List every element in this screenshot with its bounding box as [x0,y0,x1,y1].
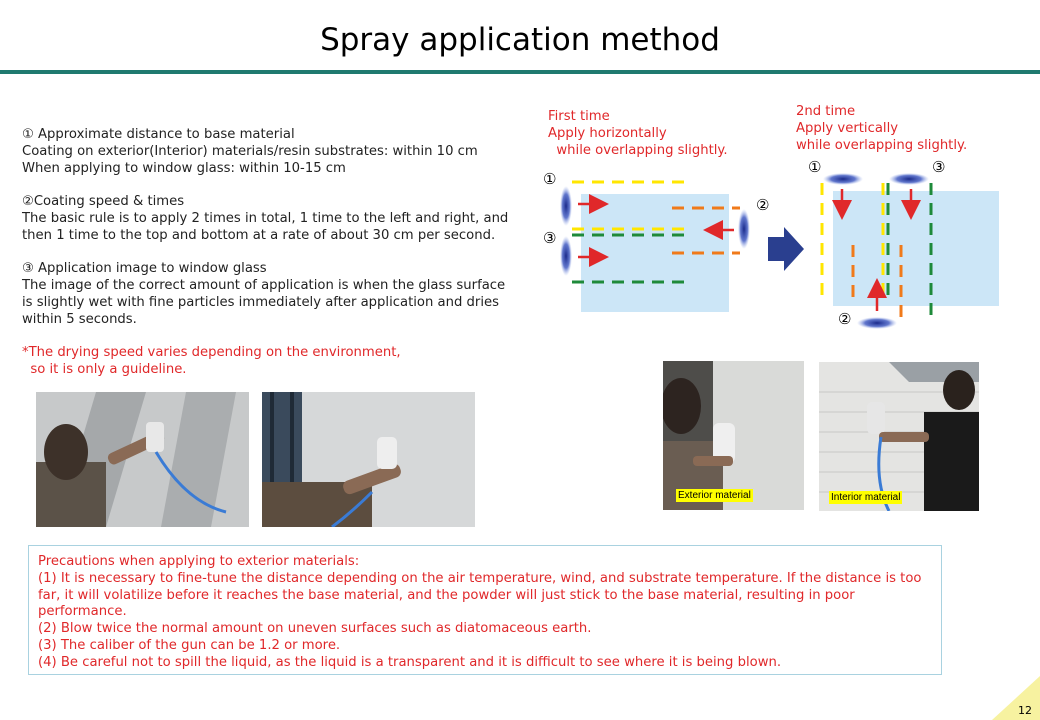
section3-line2: is slightly wet with fine particles immediately after application and dries [22,295,499,310]
second-time-instruction: Apply vertically [796,121,899,136]
spray-photo-interior-material [819,362,979,511]
second-time-label: 2nd time [796,104,856,119]
spray-photo-exterior-wall [36,392,249,527]
precautions-heading: Precautions when applying to exterior materials: [38,554,360,569]
interior-material-caption: Interior material [831,492,901,503]
drying-note-line1: *The drying speed varies depending on the environment, [22,345,401,360]
marker-2: ② [756,196,770,214]
marker-2: ② [838,310,852,328]
section2-heading: ②Coating speed & times [22,194,185,209]
second-time-overlap: while overlapping slightly. [796,138,968,153]
section2-line1: The basic rule is to apply 2 times in total, 1 time to the left and right, and [22,211,509,226]
marker-3: ③ [932,158,946,176]
title-divider [0,70,1040,74]
glass-panel [833,191,999,306]
page-number: 12 [1018,704,1032,717]
section2-line2: then 1 time to the top and bottom at a rate of about 30 cm per second. [22,228,496,243]
precaution-item-3: (3) The caliber of the gun can be 1.2 or more. [38,637,341,653]
spray-nozzle-icon [560,236,572,276]
spray-photo-exterior-material [663,361,804,510]
drying-note-line2: so it is only a guideline. [22,362,187,377]
marker-3: ③ [543,229,557,247]
spray-nozzle-icon [560,186,572,226]
glass-panel [581,194,729,312]
first-time-label: First time [548,109,610,124]
horizontal-spray-diagram [540,160,780,330]
spray-nozzle-icon [857,317,897,329]
page-corner-decoration [992,676,1040,720]
marker-1: ① [543,170,557,188]
spray-nozzle-icon [889,173,929,185]
spray-nozzle-icon [823,173,863,185]
section1-line2: When applying to window glass: within 10-15 cm [22,161,346,176]
slide-title: Spray application method [320,22,720,58]
section1-heading: ① Approximate distance to base material [22,127,295,142]
precaution-item-4: (4) Be careful not to spill the liquid, as the liquid is a transparent and it is difficult to see where it is being blown. [38,654,782,670]
precaution-item-1: (1) It is necessary to fine-tune the distance depending on the air temperature, wind, and substrate temperature. If the distance is too far, it will volatilize before it reaches the base material, and the powder will just stick to the base material, resulting in poor performance. [38,570,922,620]
section3-line3: within 5 seconds. [22,312,137,327]
spray-nozzle-icon [738,209,750,249]
precaution-item-2: (2) Blow twice the normal amount on uneven surfaces such as diatomaceous earth. [38,621,592,637]
spray-photo-glass [262,392,475,527]
vertical-spray-diagram [805,165,1005,335]
section1-line1: Coating on exterior(Interior) materials/resin substrates: within 10 cm [22,144,478,159]
next-step-arrow-icon [766,225,806,273]
section3-line1: The image of the correct amount of application is when the glass surface [22,278,506,293]
exterior-material-caption: Exterior material [678,490,751,501]
precautions-box [28,545,942,675]
first-time-instruction: Apply horizontally [548,126,667,141]
marker-1: ① [808,158,822,176]
section3-heading: ③ Application image to window glass [22,261,267,276]
first-time-overlap: while overlapping slightly. [548,143,728,158]
